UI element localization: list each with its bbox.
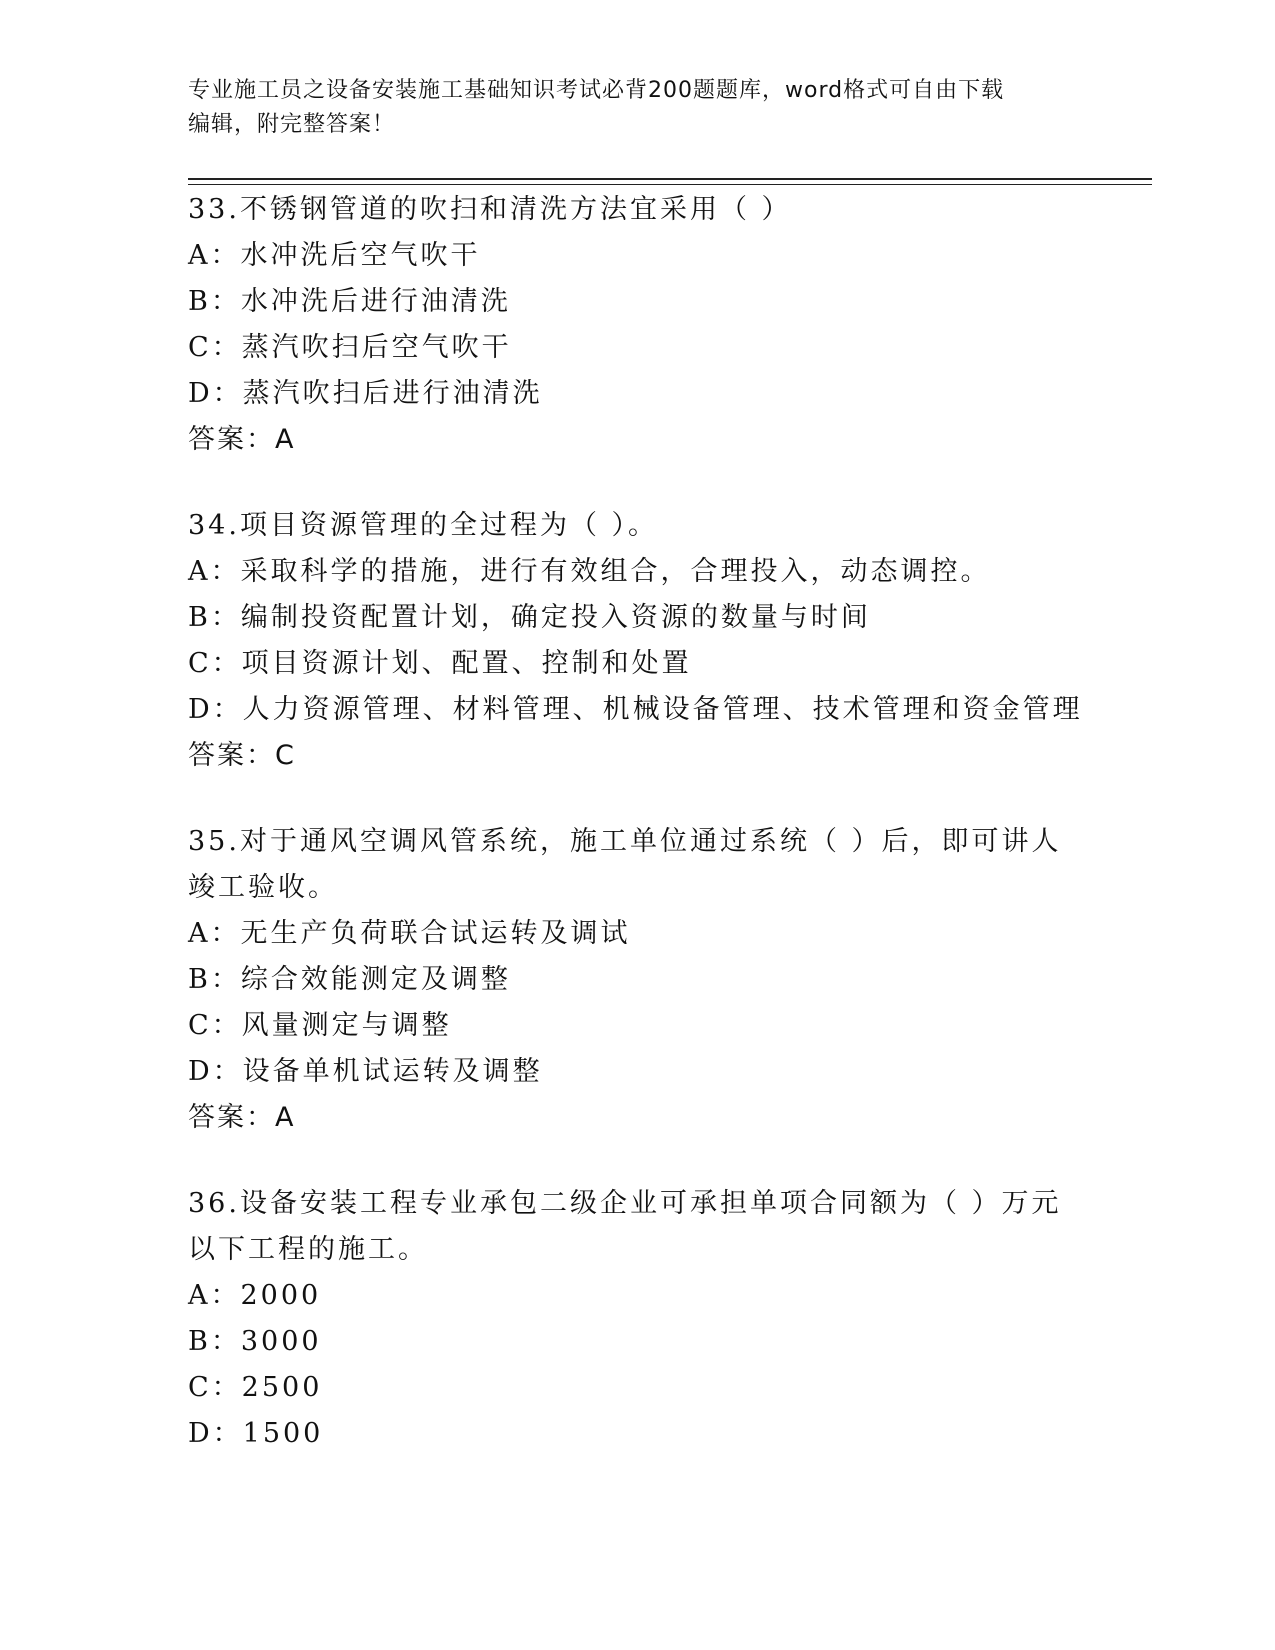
header-line-2: 编辑，附完整答案！ xyxy=(188,112,396,137)
question-text: 35.对于通风空调风管系统，施工单位通过系统（ ）后，即可讲人竣工验收。 xyxy=(188,826,1062,903)
answer-label: 答案：C xyxy=(188,740,296,771)
option-a: A：2000 xyxy=(188,1280,322,1311)
answer-label: 答案：A xyxy=(188,424,296,455)
question-36 xyxy=(188,1181,1068,1457)
answer-label: 答案：A xyxy=(188,1102,296,1133)
question-list xyxy=(188,187,1083,1497)
option-c: C：风量测定与调整 xyxy=(188,1010,452,1041)
option-b: B：综合效能测定及调整 xyxy=(188,964,511,995)
option-c: C：项目资源计划、配置、控制和处置 xyxy=(188,648,692,679)
header-line-1: 专业施工员之设备安装施工基础知识考试必背200题题库，word格式可自由下载 xyxy=(188,78,1005,103)
option-b: B：水冲洗后进行油清洗 xyxy=(188,286,511,317)
header-divider-thin xyxy=(188,184,1152,185)
question-text: 33.不锈钢管道的吹扫和清洗方法宜采用（ ） xyxy=(188,194,792,225)
question-35 xyxy=(188,819,1068,1141)
header-divider-thick xyxy=(188,178,1152,180)
option-c: C：蒸汽吹扫后空气吹干 xyxy=(188,332,512,363)
option-b: B：3000 xyxy=(188,1326,322,1357)
option-d: D：设备单机试运转及调整 xyxy=(188,1056,543,1087)
document-header xyxy=(188,74,1068,142)
question-33 xyxy=(188,187,1068,463)
question-34 xyxy=(188,503,1083,779)
option-a: A：采取科学的措施，进行有效组合，合理投入，动态调控。 xyxy=(188,556,991,587)
option-a: A：水冲洗后空气吹干 xyxy=(188,240,481,271)
option-d: D：1500 xyxy=(188,1418,324,1449)
question-text: 34.项目资源管理的全过程为（ ）。 xyxy=(188,510,659,541)
option-d: D：人力资源管理、材料管理、机械设备管理、技术管理和资金管理 xyxy=(188,694,1083,725)
option-b: B：编制投资配置计划，确定投入资源的数量与时间 xyxy=(188,602,871,633)
option-a: A：无生产负荷联合试运转及调试 xyxy=(188,918,631,949)
option-c: C：2500 xyxy=(188,1372,323,1403)
question-text: 36.设备安装工程专业承包二级企业可承担单项合同额为（ ）万元以下工程的施工。 xyxy=(188,1188,1062,1265)
option-d: D：蒸汽吹扫后进行油清洗 xyxy=(188,378,543,409)
